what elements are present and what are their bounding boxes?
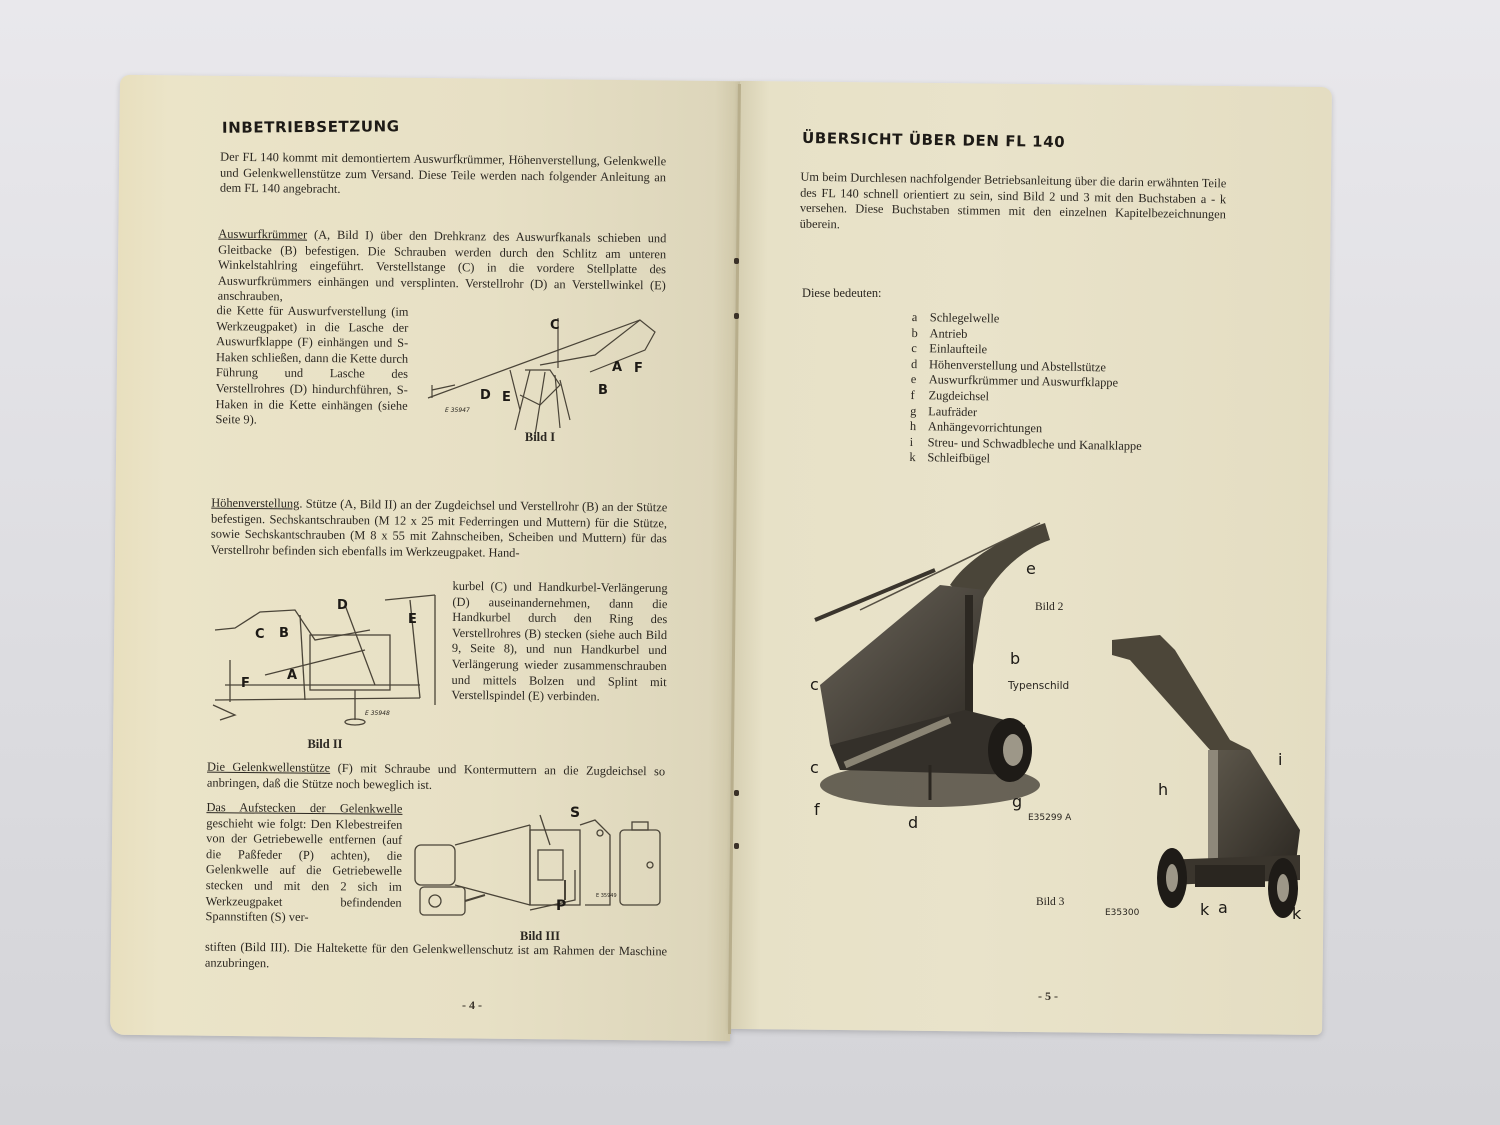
staple xyxy=(734,313,739,319)
parts-legend xyxy=(909,310,1144,470)
figure-code: E 35948 xyxy=(365,710,390,717)
figure-label-c: c xyxy=(810,675,819,694)
figure-code: E 35949 xyxy=(596,893,617,899)
section-title: Höhenverstellung xyxy=(211,495,300,511)
figure-label-g: g xyxy=(1012,792,1023,811)
section-text: geschieht wie folgt: Den Klebestreifen von der Getriebewelle entfernen (auf die Paßfeder (P) achten), die Gelenkwelle auf die Getriebewelle stecken und mit den 2 sich im Werkzeugpaket befindenden Spannstiften (S) ver- xyxy=(205,815,403,925)
figure-caption: Bild 2 xyxy=(1035,601,1064,613)
legend-item: h Anhängevorrichtungen xyxy=(909,419,1043,436)
figure-bild-3-machine-photo xyxy=(1030,630,1320,930)
figure-label-e: E xyxy=(502,390,511,405)
section-hoehenverstellung xyxy=(211,496,668,563)
figure-code: E 35947 xyxy=(445,407,470,414)
figure-code: E35299 A xyxy=(1028,813,1072,823)
figure-label-a: a xyxy=(1218,898,1228,917)
section-title: Die Gelenkwellenstütze xyxy=(207,759,331,775)
legend-item: g Laufräder xyxy=(910,403,978,419)
legend-item: i Streu- und Schwadbleche und Kanalklappe xyxy=(909,434,1142,453)
section-text: . Stütze (A, Bild II) an der Zugdeichsel und Verstellrohr (B) an der Stütze befestigen. Sechskantschrauben (M 12 x 25 mit Federringen und Muttern) für die Stütze, sowie Sechskantschrauben (M 8 x 55 mit Zahnscheiben, Scheiben und Muttern) für das Verstellrohr befinden sich ebenfalls im Werkzeugpaket. Hand- xyxy=(210,496,668,560)
figure-label-k: k xyxy=(1292,904,1302,923)
figure-label-f: F xyxy=(634,361,643,376)
overview-intro: Um beim Durchlesen nachfolgender Betriebsanleitung über die darin erwähnten Teile des FL 140 schnell orientiert zu sein, sind Bild 2 und 3 mit den Buchstaben a - k versehen. Diese Buchstaben stimmen mit den einzelnen Kapitelbezeichnungen überein. xyxy=(799,169,1227,232)
section-auswurfkruemmer-narrow: die Kette für Auswurfverstellung (im Werkzeugpaket) in die Lasche der Auswurfklappe (F) einhängen und S-Haken schließen, dann die Kette durch Führung und Lasche des Verstellrohres (D) hindurchführen, S-Haken in die Kette einhängen (siehe Seite 9). xyxy=(215,303,409,427)
height-adjustment-drawing xyxy=(205,590,445,730)
figure-caption: Bild I xyxy=(524,430,556,444)
figure-label-h: h xyxy=(1158,780,1169,799)
section-text: (A, Bild I) über den Drehkranz des Auswurfkanals schieben und Gleitbacke (B) befestigen. Die Schrauben werden durch den Schlitz am unteren Winkelstahlring eingeführt. Verstellstange (C) in die vordere Stellplatte des Auswurfkrümmers einhängen und versplinten. Verstellrohr (D) an Verstellwinkel (E) anschrauben, xyxy=(217,227,667,304)
figure-label-e: e xyxy=(1026,559,1036,578)
page-number-left: - 4 - xyxy=(462,998,482,1012)
staple xyxy=(734,843,739,849)
figure-label-c: C xyxy=(550,318,560,333)
nameplate-label: Typenschild xyxy=(1008,680,1070,692)
left-page-heading-wrap xyxy=(222,117,400,137)
legend-item: e Auswurfkrümmer und Auswurfklappe xyxy=(910,372,1119,390)
section-gelenkwelle-narrow xyxy=(205,800,402,926)
figure-label-b: B xyxy=(598,383,608,398)
figure-label-f: f xyxy=(814,800,820,819)
figure-caption: Bild 3 xyxy=(1036,896,1065,908)
page-number-right: - 5 - xyxy=(1038,989,1058,1003)
figure-bild-2-height-adjustment xyxy=(205,590,445,760)
figure-label-k: k xyxy=(1200,900,1210,919)
intro-paragraph: Der FL 140 kommt mit demontiertem Auswurfkrümmer, Höhenverstellung, Gelenkwelle und Gelenkwellenstütze zum Versand. Diese Teile werden nach folgender Anleitung an dem FL 140 angebracht. xyxy=(219,149,667,197)
legend-item: d Höhenverstellung und Abstellstütze xyxy=(910,356,1107,375)
figure-label-d: D xyxy=(480,388,491,403)
section-title: Das Aufstecken der Gelenkwelle xyxy=(206,800,403,816)
figure-code: E35300 xyxy=(1105,908,1140,918)
figure-label-a: A xyxy=(612,360,623,375)
figure-label-p: P xyxy=(556,898,567,914)
figure-label-b: B xyxy=(279,626,289,641)
figure-label-s: S xyxy=(570,805,581,821)
pto-shaft-drawing xyxy=(410,805,670,920)
page-title: INBETRIEBSETZUNG xyxy=(221,117,400,137)
forage-harvester-photo-rear xyxy=(1030,630,1320,930)
staple xyxy=(734,790,739,796)
section-auswurfkruemmer xyxy=(218,227,667,310)
section-gelenkwelle-end: stiften (Bild III). Die Haltekette für den Gelenkwellenschutz ist am Rahmen der Maschine anzubringen. xyxy=(204,939,668,970)
legend-item: k Schleifbügel xyxy=(909,450,991,466)
figure-label-e: E xyxy=(408,612,417,627)
figure-label-d: D xyxy=(337,598,348,613)
figure-label-c: C xyxy=(255,627,265,642)
figure-bild-3-pto-shaft xyxy=(410,805,670,955)
figure-label-d: d xyxy=(908,813,919,832)
page-title: ÜBERSICHT ÜBER DEN FL 140 xyxy=(801,128,1066,152)
figure-label-b: b xyxy=(1010,649,1021,668)
section-text: (F) mit Schraube und Kontermuttern an die Zugdeichsel so anbringen, daß die Stütze noch beweglich ist. xyxy=(206,760,666,792)
legend-item: b Antrieb xyxy=(911,325,968,341)
figure-bild-1 xyxy=(420,310,670,450)
figure-label-a: A xyxy=(287,668,298,683)
figure-caption: Bild II xyxy=(307,737,343,751)
section-hoehenverstellung-narrow: kurbel (C) und Handkurbel-Verlängerung (D) auseinandernehmen, dann die Handkurbel durch den Ring des Verstellrohres (B) stecken (siehe auch Bild 9, Seite 8), und nun Handkurbel und Verlängerung wieder zusammenschrauben und mittels Bolzen und Splint mit Verstellspindel (E) verbinden. xyxy=(451,578,668,704)
figure-caption: Bild III xyxy=(520,929,560,943)
staple xyxy=(734,258,739,264)
legend-title: Diese bedeuten: xyxy=(802,286,882,300)
figure-label-c: c xyxy=(810,758,819,777)
legend-item: a Schlegelwelle xyxy=(911,310,1000,326)
discharge-spout-drawing xyxy=(420,310,670,440)
section-gelenkwellenstuetze xyxy=(207,760,665,796)
figure-label-f: F xyxy=(241,676,250,691)
legend-item: c Einlaufteile xyxy=(911,341,988,357)
figure-label-i: i xyxy=(1278,750,1283,769)
legend-item: f Zugdeichsel xyxy=(910,387,990,404)
section-title: Auswurfkrümmer xyxy=(218,226,308,242)
